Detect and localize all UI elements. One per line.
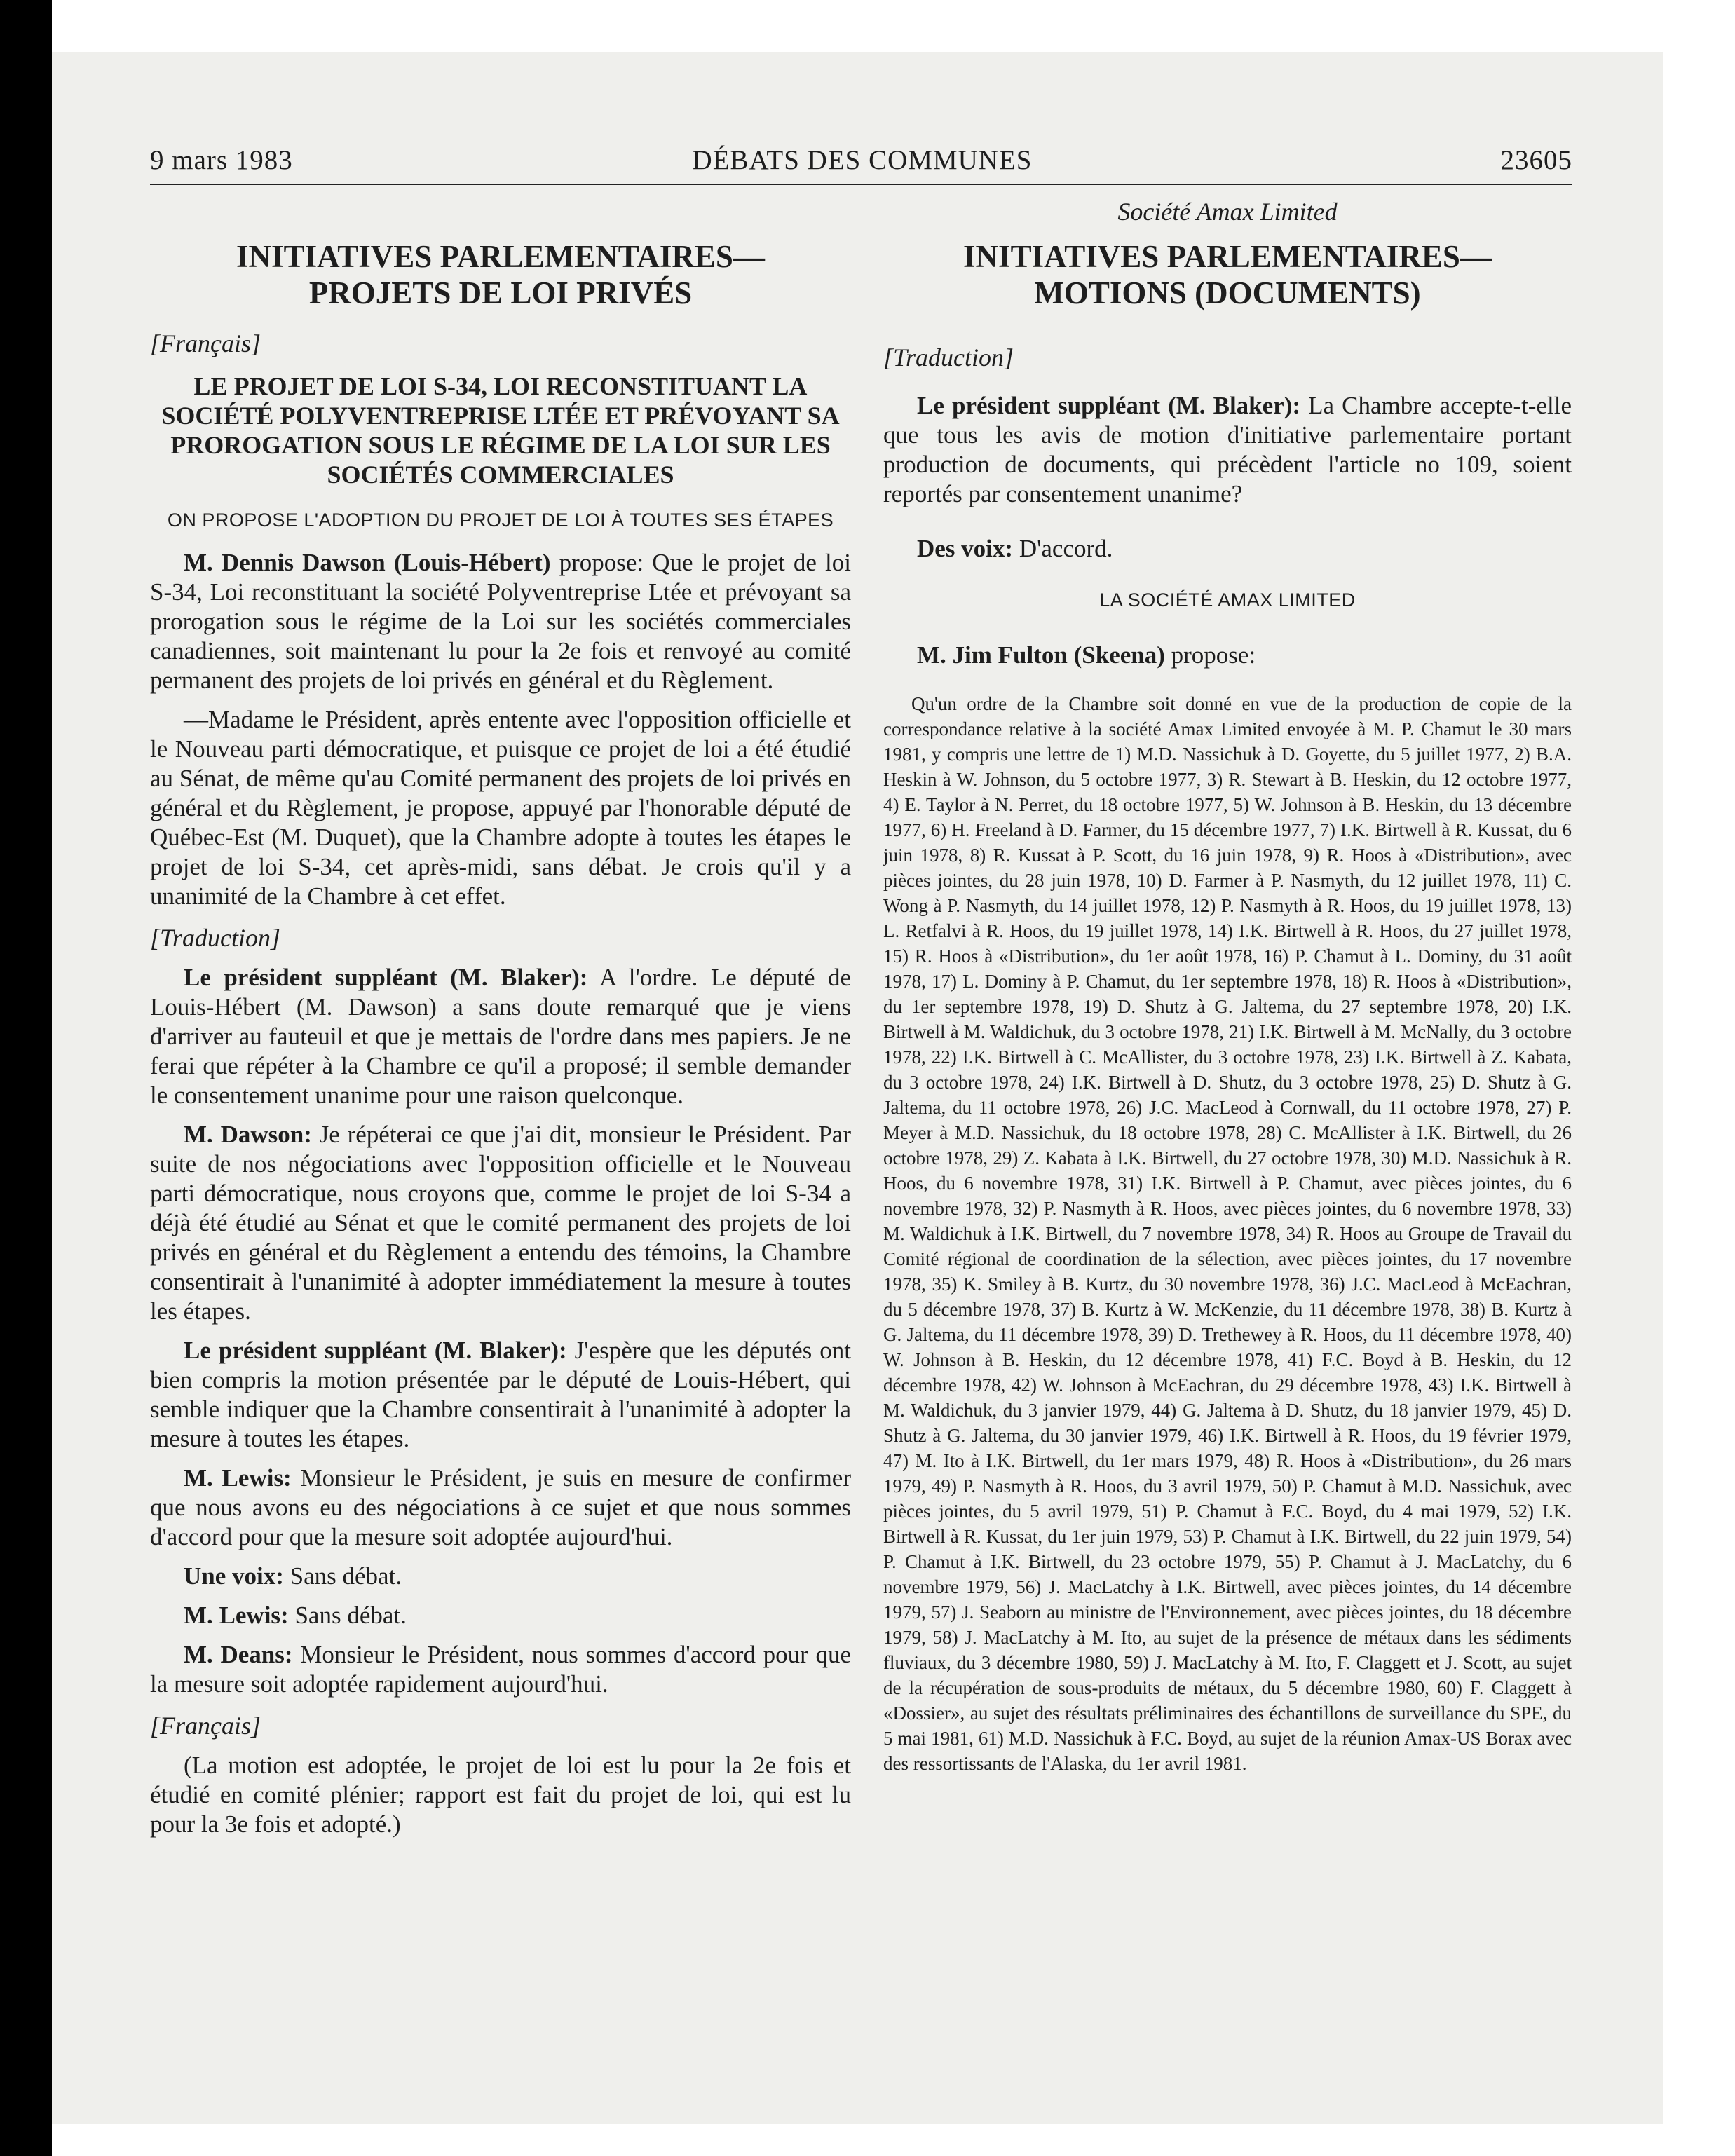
language-tag: [Français] (150, 329, 261, 357)
language-tag: [Français] (150, 1712, 261, 1740)
paragraph-des-voix (883, 534, 1572, 564)
paragraph-deans (150, 1640, 851, 1699)
paragraph-dawson-speech: —Madame le Président, après entente avec l'opposition officielle et le Nouveau parti démocratique, et puisque ce projet de loi a été étudié au Sénat, de même qu'au Comité permanent des projets de loi privés en général et du Règlement, je propose, appuyé par l'honorable député de Québec-Est (M. Duquet), que la Chambre adopte à toutes les étapes le projet de loi S-34, cet après-midi, sans débat. Je crois qu'il y a unanimité de la Chambre à cet effet. (150, 706, 851, 910)
language-tag: [Traduction] (883, 343, 1014, 371)
right-column (883, 196, 1572, 1776)
speech: propose: (1164, 641, 1256, 669)
header-page-number: 23605 (1500, 145, 1572, 175)
paragraph-blaker-motions (883, 391, 1572, 509)
header-publication: DÉBATS DES COMMUNES (692, 145, 1033, 175)
paragraph-une-voix (150, 1562, 851, 1591)
language-tag: [Traduction] (150, 924, 281, 952)
speech: J'espère que les députés ont bien compris la motion présentée par le député de Louis-Hébert, qui semble indiquer que la Chambre consentirait à l'unanimité à adopter la mesure à toutes les étapes. (150, 1337, 851, 1452)
speech: A l'ordre. Le député de Louis-Hébert (M. Dawson) a sans doute remarqué que je viens d'arriver au fauteuil et que je mettais de l'ordre dans mes papiers. Je ne ferai que répéter à la Chambre ce qu'il a proposé; il semble demander le consentement unanime pour une raison quelconque. (150, 964, 851, 1109)
paragraph-lewis-2 (150, 1601, 851, 1630)
section-title-line2: PROJETS DE LOI PRIVÉS (308, 275, 693, 311)
speech: Monsieur le Président, je suis en mesure de confirmer que nous avons eu des négociations à ce sujet et que nous sommes d'accord pour que la mesure soit adoptée aujourd'hui. (150, 1464, 851, 1550)
speech: La Chambre accepte-t-elle que tous les avis de motion d'initiative parlementaire portant production de documents, qui précèdent l'article no 109, soient reportés par consentement unanime? (883, 392, 1572, 507)
paragraph-dawson-reply (150, 1120, 851, 1326)
paragraph-fulton (883, 641, 1572, 670)
bill-title: LE PROJET DE LOI S-34, LOI RECONSTITUANT LA SOCIÉTÉ POLYVENTREPRISE LTÉE ET PRÉVOYANT SA PROROGATION SOUS LE RÉGIME DE LA LOI SUR LES SOCIÉTÉS COMMERCIALES (161, 372, 840, 489)
paragraph-blaker-1 (150, 963, 851, 1110)
paragraph-dawson-motion (150, 548, 851, 695)
speaker: M. Deans: (184, 1641, 293, 1668)
speech: Sans débat. (283, 1562, 402, 1590)
paragraph-motion-adopted: (La motion est adoptée, le projet de loi est lu pour la 2e fois et étudié en comité plénier; rapport est fait du projet de loi, qui est lu pour la 3e fois et adopté.) (150, 1752, 851, 1838)
header-date: 9 mars 1983 (150, 145, 293, 175)
speech: Monsieur le Président, nous sommes d'accord pour que la mesure soit adoptée rapidement aujourd'hui. (150, 1641, 851, 1698)
speaker: Des voix: (917, 535, 1014, 562)
speech: D'accord. (1013, 535, 1113, 562)
speaker: Le président suppléant (M. Blaker): (184, 1337, 567, 1364)
paragraph-blaker-2 (150, 1336, 851, 1454)
speaker: M. Lewis: (184, 1464, 292, 1492)
speaker: M. Dawson: (184, 1121, 312, 1148)
paragraph-lewis-1 (150, 1464, 851, 1552)
left-column (150, 196, 851, 1839)
speaker: Le président suppléant (M. Blaker): (917, 392, 1301, 419)
speech: Sans débat. (288, 1602, 407, 1629)
running-head: Société Amax Limited (1117, 198, 1338, 226)
bill-subtitle: ON PROPOSE L'ADOPTION DU PROJET DE LOI À TOUTES SES ÉTAPES (167, 510, 834, 531)
speaker: M. Dennis Dawson (Louis-Hébert) (184, 549, 551, 576)
header-rule (150, 184, 1572, 185)
section-title-line1: INITIATIVES PARLEMENTAIRES— (236, 239, 765, 274)
section-title-line1: INITIATIVES PARLEMENTAIRES— (963, 239, 1492, 274)
scan-left-border (0, 0, 52, 2156)
speaker: M. Jim Fulton (Skeena) (917, 641, 1165, 669)
section-title-line2: MOTIONS (DOCUMENTS) (1034, 275, 1421, 311)
subhead-amax: LA SOCIÉTÉ AMAX LIMITED (1099, 589, 1356, 610)
speech: Je répéterai ce que j'ai dit, monsieur le Président. Par suite de nos négociations avec l'opposition officielle et le Nouveau parti démocratique, nous croyons que, comme le projet de loi S-34 a déjà été étudié au Sénat et que le comité permanent des projets de loi privés en général et du Règlement a entendu des témoins, la Chambre consentirait à l'unanimité à adopter immédiatement la mesure à toutes les étapes. (150, 1121, 851, 1325)
speaker: Le président suppléant (M. Blaker): (184, 964, 588, 991)
speaker: M. Lewis: (184, 1602, 289, 1629)
speaker: Une voix: (184, 1562, 284, 1590)
motion-text: Qu'un ordre de la Chambre soit donné en vue de la production de copie de la correspondance relative à la société Amax Limited envoyée à M. P. Chamut le 30 mars 1981, y compris une lettre de 1) M.D. Nassichuk à D. Goyette, du 5 juillet 1977, 2) B.A. Heskin à W. Johnson, du 5 octobre 1977, 3) R. Stewart à B. Heskin, du 12 octobre 1977, 4) E. Taylor à N. Perret, du 18 octobre 1977, 5) W. Johnson à B. Heskin, du 13 décembre 1977, 6) H. Freeland à D. Farmer, du 15 décembre 1977, 7) I.K. Birtwell à R. Kussat, du 6 juin 1978, 8) R. Kussat à P. Scott, du 16 juin 1978, 9) R. Hoos à «Distribution», avec pièces jointes, du 28 juin 1978, 10) D. Farmer à P. Nasmyth, du 12 juillet 1978, 11) C. Wong à P. Nasmyth, du 14 juillet 1978, 12) P. Nasmyth à R. Hoos, du 19 juillet 1978, 13) L. Retfalvi à R. Hoos, du 19 juillet 1978, 14) I.K. Birtwell à R. Hoos, du 27 juillet 1978, 15) R. Hoos à «Distribution», du 1er août 1978, 16) P. Chamut à L. Dominy, du 31 août 1978, 17) L. Dominy à P. Chamut, du 1er septembre 1978, 18) R. Hoos à «Distribution», du 1er septembre 1978, 19) D. Shutz à G. Jaltema, du 27 septembre 1978, 20) I.K. Birtwell à M. Waldichuk, du 3 octobre 1978, 21) I.K. Birtwell à M. McNally, du 3 octobre 1978, 22) I.K. Birtwell à C. McAllister, du 3 octobre 1978, 23) I.K. Birtwell à Z. Kabata, du 3 octobre 1978, 24) I.K. Birtwell à D. Shutz, du 3 octobre 1978, 25) D. Shutz à G. Jaltema, du 11 octobre 1978, 26) J.C. MacLeod à Cornwall, du 11 octobre 1978, 27) P. Meyer à M.D. Nassichuk, du 18 octobre 1978, 28) C. McAllister à I.K. Birtwell, du 26 octobre 1978, 29) Z. Kabata à I.K. Birtwell, du 27 octobre 1978, 30) M.D. Nassichuk à R. Hoos, du 6 novembre 1978, 31) I.K. Birtwell à P. Chamut, avec pièces jointes, du 6 novembre 1978, 32) P. Nasmyth à R. Hoos, avec pièces jointes, du 6 novembre 1978, 33) M. Waldichuk à I.K. Birtwell, du 7 novembre 1978, 34) R. Hoos au Groupe de Travail du Comité régional de coordination de la sélection, avec pièces jointes, du 17 novembre 1978, 35) K. Smiley à B. Kurtz, du 30 novembre 1978, 36) J.C. MacLeod à McEachran, du 5 décembre 1978, 37) B. Kurtz à W. McKenzie, du 11 décembre 1978, 38) B. Kurtz à G. Jaltema, du 11 décembre 1978, 39) D. Trethewey à R. Hoos, du 11 décembre 1978, 40) W. Johnson à B. Heskin, du 12 décembre 1978, 41) F.C. Boyd à B. Heskin, du 12 décembre 1978, 42) W. Johnson à McEachran, du 29 décembre 1978, 43) I.K. Birtwell à M. Waldichuk, du 3 janvier 1979, 44) G. Jaltema à D. Shutz, du 18 janvier 1979, 45) D. Shutz à G. Jaltema, du 30 janvier 1979, 46) I.K. Birtwell à R. Hoos, du 19 février 1979, 47) M. Ito à I.K. Birtwell, du 1er mars 1979, 48) R. Hoos à «Distribution», du 26 mars 1979, 49) P. Nasmyth à R. Hoos, du 3 avril 1979, 50) P. Chamut à M.D. Nassichuk, avec pièces jointes, du 5 avril 1979, 51) P. Chamut à F.C. Boyd, du 4 mai 1979, 52) I.K. Birtwell à R. Kussat, du 1er juin 1979, 53) P. Chamut à I.K. Birtwell, du 22 juin 1979, 54) P. Chamut à I.K. Birtwell, du 23 octobre 1979, 55) P. Chamut à J. MacLatchy, du 6 novembre 1979, 56) J. MacLatchy à I.K. Birtwell, avec pièces jointes, du 14 décembre 1979, 57) J. Seaborn au ministre de l'Environnement, avec pièces jointes, du 18 décembre 1979, 58) J. MacLatchy à M. Ito, au sujet de la présence de métaux dans les sédiments fluviaux, du 3 décembre 1980, 59) J. MacLatchy à M. Ito, F. Claggett et J. Scott, au sujet de la récupération de sous-produits de métaux, du 5 décembre 1980, 60) F. Claggett à «Dossier», au sujet des résultats préliminaires des échantillons de surveillance du SPE, du 5 mai 1981, 61) M.D. Nassichuk à F.C. Boyd, au sujet de la réunion Amax-US Borax avec des ressortissants de l'Alaska, du 1er avril 1981. (883, 693, 1572, 1774)
speech: propose: Que le projet de loi S-34, Loi reconstituant la société Polyventreprise Ltée et prévoyant sa prorogation sous le régime de la Loi sur les sociétés commerciales canadiennes, soit maintenant lu pour la 2e fois et renvoyé au comité permanent des projets de loi privés en général et du Règlement. (150, 549, 852, 694)
